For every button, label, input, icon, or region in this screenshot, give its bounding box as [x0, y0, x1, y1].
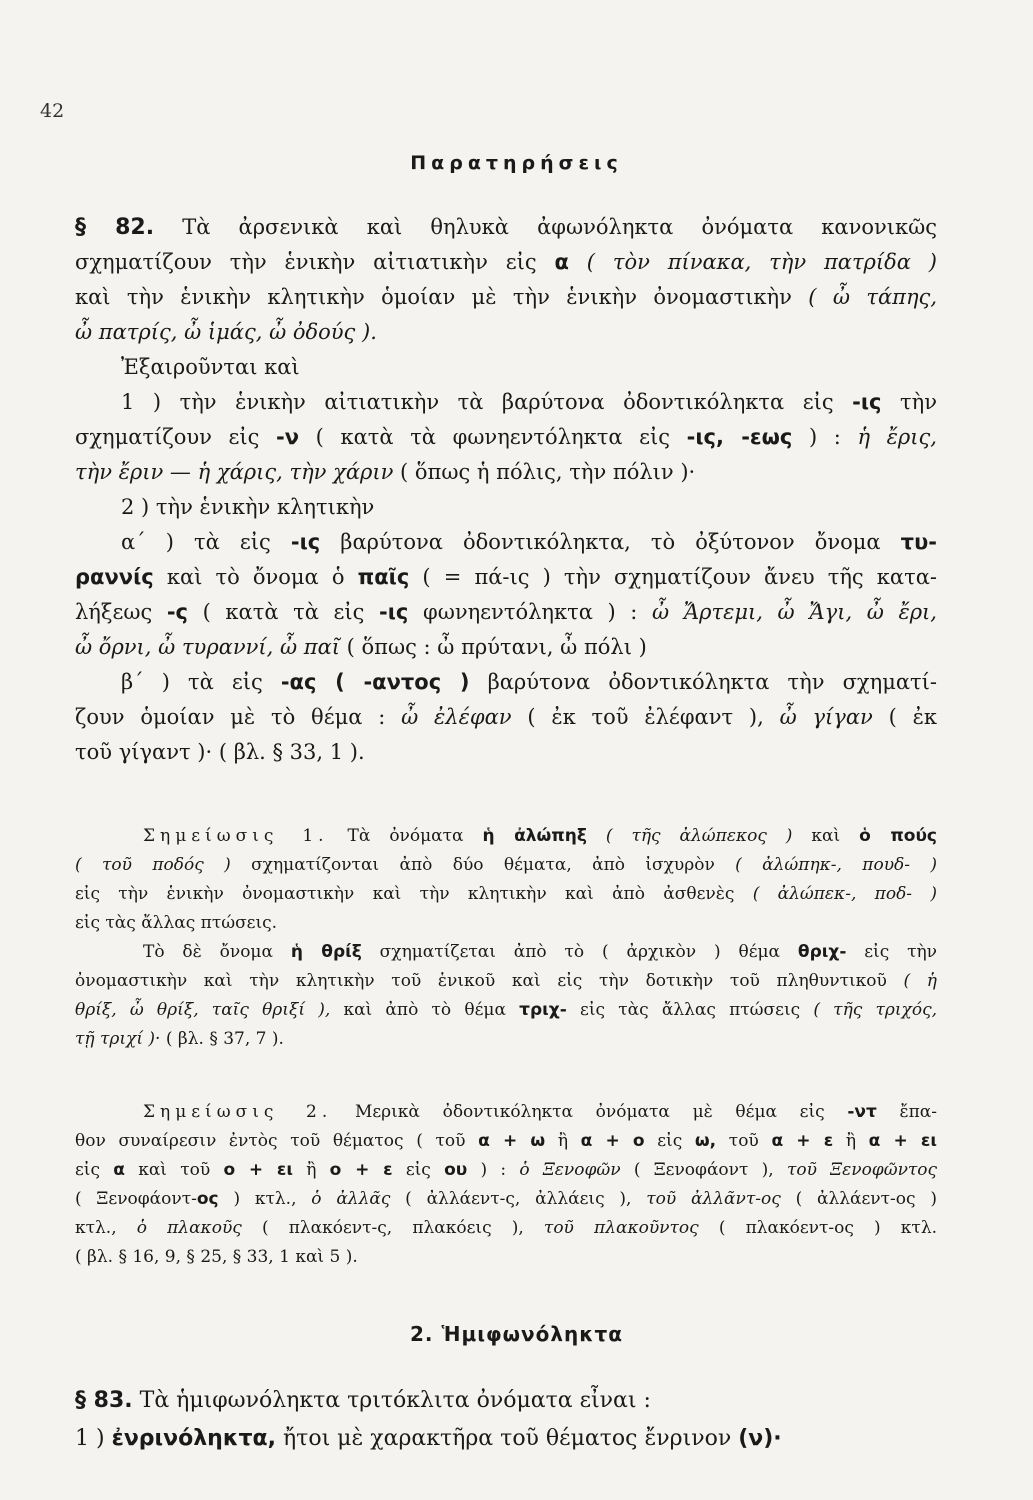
text-line: εἰς τὰς ἄλλας πτώσεις.: [75, 913, 278, 933]
text-line: θρίξ, ὦ θρίξ, ταῖς θριξί ), καὶ ἀπὸ τὸ θέμα τριχ- εἰς τὰς ἄλλας πτώσεις ( τῆς τριχός,: [75, 1000, 937, 1020]
note-label: Σημείωσις 1.: [143, 826, 329, 846]
text-line: λήξεως -ς ( κατὰ τὰ εἰς -ις φωνηεντόληκτα ) : ὦ Ἄρτεμι, ὦ Ἄγι, ὦ ἔρι,: [75, 600, 937, 624]
paragraph-82: [75, 210, 937, 770]
text-line: τῇ τριχί )· ( βλ. § 37, 7 ).: [75, 1029, 284, 1049]
page-number: 42: [40, 100, 65, 122]
text-line: εἰς τὴν ἑνικὴν ὀνομαστικὴν καὶ τὴν κλητικὴν καὶ ἀπὸ ἀσθενὲς ( ἀλώπεκ-, ποδ- ): [75, 884, 937, 904]
text-line: θον συναίρεσιν ἐντὸς τοῦ θέματος ( τοῦ α + ω ἢ α + ο εἰς ω, τοῦ α + ε ἢ α + ει: [75, 1131, 937, 1151]
text-line: 2 ) τὴν ἑνικὴν κλητικὴν: [121, 495, 375, 519]
text-line: 1 ) τὴν ἑνικὴν αἰτιατικὴν τὰ βαρύτονα ὀδοντικόληκτα εἰς -ις τὴν: [121, 390, 937, 414]
text-line: κτλ., ὁ πλακοῦς ( πλακόεντ-ς, πλακόεις ), τοῦ πλακοῦντος ( πλακόεντ-ος ) κτλ.: [75, 1218, 937, 1238]
text-line: 1 ) ἐνρινόληκτα, ἤτοι μὲ χαρακτῆρα τοῦ θέματος ἔνρινον (ν)·: [75, 1426, 782, 1451]
text-line: § 82. Τὰ ἀρσενικὰ καὶ θηλυκὰ ἀφωνόληκτα ὀνόματα κανονικῶς: [75, 215, 937, 240]
note-label: Σημείωσις 2.: [143, 1102, 333, 1122]
section-heading: Παρατηρήσεις: [410, 152, 623, 174]
text-line: § 83. Τὰ ἡμιφωνόληκτα τριτόκλιτα ὀνόματα εἶναι :: [75, 1388, 651, 1413]
text-line: τοῦ γίγαντ )· ( βλ. § 33, 1 ).: [75, 740, 365, 764]
text-line: ὦ πατρίς, ὦ ἱμάς, ὦ ὀδούς ).: [75, 320, 377, 344]
text-line: β΄ ) τὰ εἰς -ας ( -αντος ) βαρύτονα ὀδοντικόληκτα τὴν σχηματί-: [121, 670, 937, 694]
text-line: ( βλ. § 16, 9, § 25, § 33, 1 καὶ 5 ).: [75, 1247, 358, 1267]
text-line: καὶ τὴν ἑνικὴν κλητικὴν ὁμοίαν μὲ τὴν ἑνικὴν ὀνομαστικὴν ( ὦ τάπης,: [75, 285, 937, 309]
note-2: [75, 1098, 937, 1272]
text-line: τὴν ἔριν — ἡ χάρις, τὴν χάριν ( ὅπως ἡ πόλις, τὴν πόλιν )·: [75, 460, 696, 484]
paragraph-83: [75, 1382, 937, 1458]
text-line: ὀνομαστικὴν καὶ τὴν κλητικὴν τοῦ ἑνικοῦ καὶ εἰς τὴν δοτικὴν τοῦ πληθυντικοῦ ( ἡ: [75, 971, 937, 991]
text-line: σχηματίζουν εἰς -ν ( κατὰ τὰ φωνηεντόληκτα εἰς -ις, -εως ) : ἡ ἔρις,: [75, 425, 937, 449]
text-line: ( Ξενοφάοντ-ος ) κτλ., ὁ ἀλλᾶς ( ἀλλάεντ-ς, ἀλλάεις ), τοῦ ἀλλᾶντ-ος ( ἀλλάεντ-ος ): [75, 1189, 937, 1209]
subsection-heading: 2. Ἡμιφωνόληκτα: [409, 1322, 623, 1346]
text-line: σχηματίζουν τὴν ἑνικὴν αἰτιατικὴν εἰς α ( τὸν πίνακα, τὴν πατρίδα ): [75, 250, 937, 274]
section-number: § 82.: [75, 215, 155, 240]
text-line: Σημείωσις 2. Μερικὰ ὀδοντικόληκτα ὀνόματα μὲ θέμα εἰς -ντ ἔπα-: [143, 1102, 937, 1122]
text-line: Σημείωσις 1. Τὰ ὀνόματα ἡ ἀλώπηξ ( τῆς ἀλώπεκος ) καὶ ὁ πούς: [143, 826, 937, 846]
text-line: ( τοῦ ποδός ) σχηματίζονται ἀπὸ δύο θέματα, ἀπὸ ἰσχυρὸν ( ἀλώπηκ-, πουδ- ): [75, 855, 937, 875]
text-line: ραννίς καὶ τὸ ὄνομα ὁ παῖς ( = πά-ις ) τὴν σχηματίζουν ἄνευ τῆς κατα-: [75, 565, 937, 589]
text-line: Ἐξαιροῦνται καὶ: [121, 355, 300, 379]
text-line: ὦ ὄρνι, ὦ τυραννί, ὦ παῖ ( ὅπως : ὦ πρύτανι, ὦ πόλι ): [75, 635, 647, 659]
section-number: § 83.: [75, 1388, 133, 1413]
note-1: [75, 822, 937, 1054]
text-line: α΄ ) τὰ εἰς -ις βαρύτονα ὀδοντικόληκτα, τὸ ὀξύτονον ὄνομα τυ-: [121, 530, 937, 554]
text-line: Τὸ δὲ ὄνομα ἡ θρίξ σχηματίζεται ἀπὸ τὸ ( ἀρχικὸν ) θέμα θριχ- εἰς τὴν: [143, 942, 937, 962]
text-line: ζουν ὁμοίαν μὲ τὸ θέμα : ὦ ἐλέφαν ( ἐκ τοῦ ἐλέφαντ ), ὦ γίγαν ( ἐκ: [75, 705, 937, 729]
text-line: εἰς α καὶ τοῦ ο + ει ἢ ο + ε εἰς ου ) : ὁ Ξενοφῶν ( Ξενοφάοντ ), τοῦ Ξενοφῶντος: [75, 1160, 937, 1180]
